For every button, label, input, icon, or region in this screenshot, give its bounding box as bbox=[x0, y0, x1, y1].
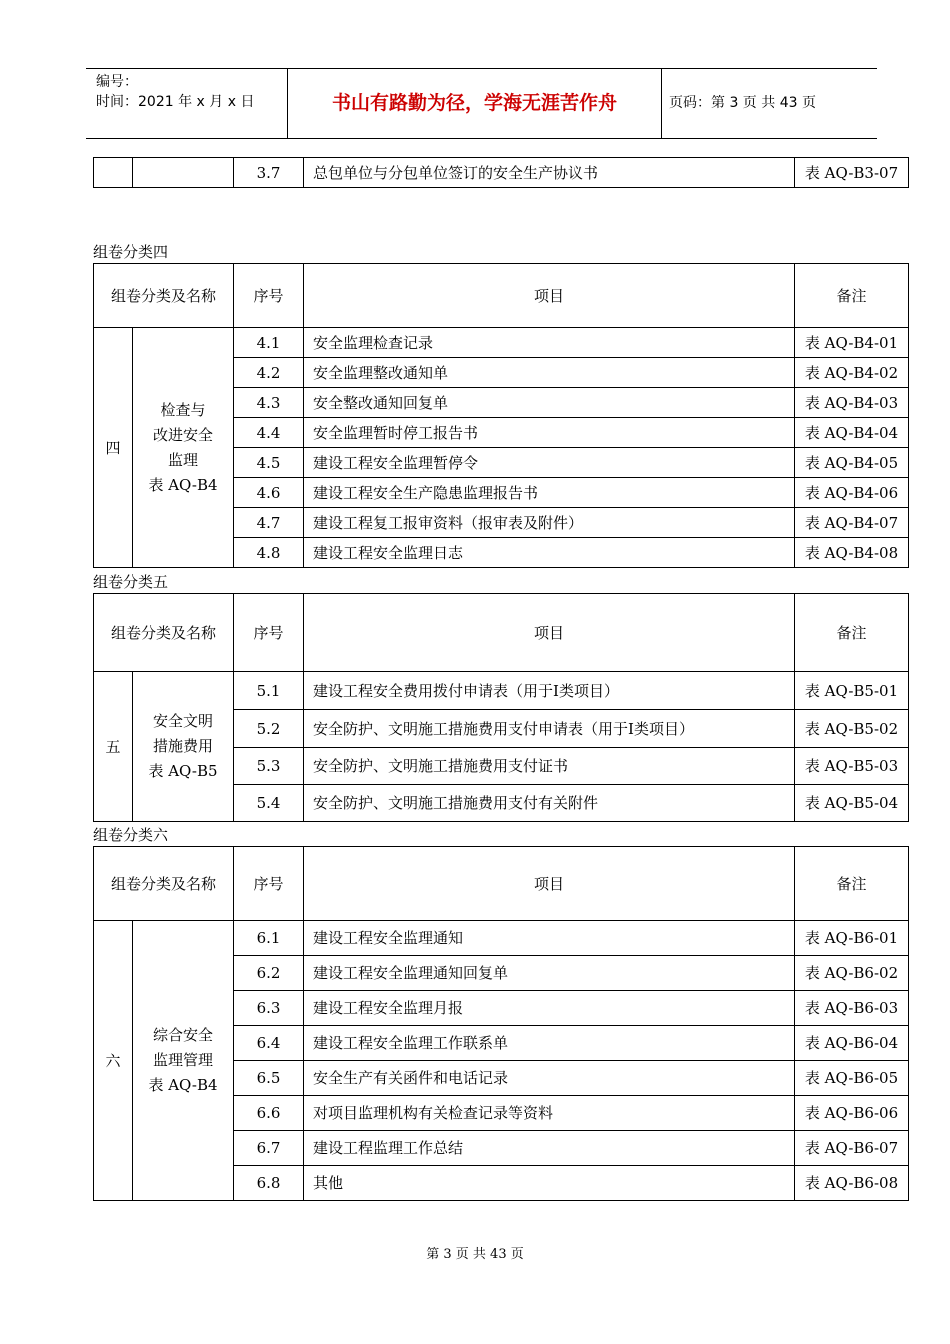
col-header-note: 备注 bbox=[795, 594, 909, 672]
note-cell: 表 AQ-B6-07 bbox=[795, 1131, 909, 1166]
category-name-line: 措施费用 bbox=[153, 737, 214, 755]
section-title: 组卷分类六 bbox=[93, 826, 169, 844]
seq-cell: 5.1 bbox=[234, 672, 304, 710]
seq-cell: 4.4 bbox=[234, 418, 304, 448]
table-row bbox=[94, 672, 909, 710]
table-row bbox=[94, 158, 909, 188]
col-header-item: 项目 bbox=[304, 264, 795, 328]
item-cell: 安全防护、文明施工措施费用支付有关附件 bbox=[304, 785, 795, 822]
category-name bbox=[133, 672, 234, 822]
note-cell: 表 AQ-B6-06 bbox=[795, 1096, 909, 1131]
item-cell: 建设工程安全监理月报 bbox=[304, 991, 795, 1026]
item-cell: 建设工程复工报审资料（报审表及附件） bbox=[304, 508, 795, 538]
item-cell: 安全防护、文明施工措施费用支付证书 bbox=[304, 748, 795, 785]
seq-cell: 4.7 bbox=[234, 508, 304, 538]
category-name-line: 改进安全 bbox=[153, 425, 214, 444]
header-motto: 书山有路勤为径，学海无涯苦作舟 bbox=[331, 92, 617, 114]
col-header-note: 备注 bbox=[795, 264, 909, 328]
col-header-seq: 序号 bbox=[234, 264, 304, 328]
item-cell: 安全监理检查记录 bbox=[304, 328, 795, 358]
item-cell: 建设工程安全监理暂停令 bbox=[304, 448, 795, 478]
col-header-seq: 序号 bbox=[234, 847, 304, 921]
note-cell: 表 AQ-B5-03 bbox=[795, 748, 909, 785]
item-cell: 建设工程监理工作总结 bbox=[304, 1131, 795, 1166]
seq-cell: 6.3 bbox=[234, 991, 304, 1026]
page-header bbox=[86, 68, 877, 139]
table-row bbox=[94, 921, 909, 956]
note-cell: 表 AQ-B3-07 bbox=[795, 158, 909, 188]
col-header-category: 组卷分类及名称 bbox=[94, 264, 234, 328]
note-cell: 表 AQ-B4-07 bbox=[795, 508, 909, 538]
category-name-line: 安全文明 bbox=[153, 712, 214, 730]
note-cell: 表 AQ-B4-04 bbox=[795, 418, 909, 448]
seq-cell: 6.1 bbox=[234, 921, 304, 956]
col-header-item: 项目 bbox=[304, 594, 795, 672]
category-numeral: 六 bbox=[94, 921, 133, 1201]
col-header-note: 备注 bbox=[795, 847, 909, 921]
category-name-line: 综合安全 bbox=[153, 1026, 214, 1044]
header-divider bbox=[661, 69, 662, 138]
category-name bbox=[133, 921, 234, 1201]
table-section-3 bbox=[93, 157, 909, 188]
note-cell: 表 AQ-B6-02 bbox=[795, 956, 909, 991]
note-cell: 表 AQ-B6-05 bbox=[795, 1061, 909, 1096]
note-cell: 表 AQ-B6-04 bbox=[795, 1026, 909, 1061]
category-name-line: 监理管理 bbox=[153, 1051, 214, 1069]
doc-number-label: 编号： bbox=[96, 74, 138, 90]
seq-cell: 6.6 bbox=[234, 1096, 304, 1131]
note-cell: 表 AQ-B4-01 bbox=[795, 328, 909, 358]
header-meta bbox=[96, 72, 254, 112]
note-cell: 表 AQ-B4-03 bbox=[795, 388, 909, 418]
item-cell: 总包单位与分包单位签订的安全生产协议书 bbox=[304, 158, 795, 188]
category-numeral: 五 bbox=[94, 672, 133, 822]
seq-cell: 3.7 bbox=[234, 158, 304, 188]
item-cell: 安全生产有关函件和电话记录 bbox=[304, 1061, 795, 1096]
table-row bbox=[94, 328, 909, 358]
page-footer: 第 3 页 共 43 页 bbox=[426, 1247, 524, 1262]
note-cell: 表 AQ-B5-01 bbox=[795, 672, 909, 710]
table-header-row bbox=[94, 594, 909, 672]
header-page-info: 页码：第 3 页 共 43 页 bbox=[669, 95, 816, 111]
item-cell: 建设工程安全费用拨付申请表（用于Ⅰ类项目） bbox=[304, 672, 795, 710]
item-cell: 其他 bbox=[304, 1166, 795, 1201]
item-cell: 建设工程安全监理通知回复单 bbox=[304, 956, 795, 991]
seq-cell: 5.3 bbox=[234, 748, 304, 785]
seq-cell: 4.3 bbox=[234, 388, 304, 418]
note-cell: 表 AQ-B6-01 bbox=[795, 921, 909, 956]
category-name-line: 表 AQ-B4 bbox=[148, 1076, 218, 1094]
table-section-5 bbox=[93, 593, 909, 822]
table-section-6 bbox=[93, 846, 909, 1201]
item-cell: 安全监理暂时停工报告书 bbox=[304, 418, 795, 448]
col-header-category: 组卷分类及名称 bbox=[94, 847, 234, 921]
category-numeral: 四 bbox=[94, 328, 133, 568]
seq-cell: 4.1 bbox=[234, 328, 304, 358]
seq-cell: 5.4 bbox=[234, 785, 304, 822]
item-cell: 建设工程安全监理日志 bbox=[304, 538, 795, 568]
empty-cell bbox=[133, 158, 234, 188]
seq-cell: 6.4 bbox=[234, 1026, 304, 1061]
category-name bbox=[133, 328, 234, 568]
seq-cell: 6.7 bbox=[234, 1131, 304, 1166]
item-cell: 建设工程安全生产隐患监理报告书 bbox=[304, 478, 795, 508]
note-cell: 表 AQ-B4-05 bbox=[795, 448, 909, 478]
note-cell: 表 AQ-B4-08 bbox=[795, 538, 909, 568]
note-cell: 表 AQ-B4-02 bbox=[795, 358, 909, 388]
item-cell: 安全监理整改通知单 bbox=[304, 358, 795, 388]
item-cell: 建设工程安全监理通知 bbox=[304, 921, 795, 956]
table-header-row bbox=[94, 847, 909, 921]
item-cell: 安全整改通知回复单 bbox=[304, 388, 795, 418]
category-name-line: 表 AQ-B5 bbox=[148, 762, 218, 780]
section-title: 组卷分类四 bbox=[93, 243, 169, 261]
seq-cell: 6.8 bbox=[234, 1166, 304, 1201]
note-cell: 表 AQ-B5-02 bbox=[795, 710, 909, 748]
seq-cell: 4.2 bbox=[234, 358, 304, 388]
seq-cell: 5.2 bbox=[234, 710, 304, 748]
seq-cell: 4.6 bbox=[234, 478, 304, 508]
table-section-4 bbox=[93, 263, 909, 568]
doc-time-label: 时间：2021 年 x 月 x 日 bbox=[96, 94, 255, 110]
category-name-line: 表 AQ-B4 bbox=[148, 475, 218, 494]
col-header-seq: 序号 bbox=[234, 594, 304, 672]
col-header-category: 组卷分类及名称 bbox=[94, 594, 234, 672]
item-cell: 建设工程安全监理工作联系单 bbox=[304, 1026, 795, 1061]
seq-cell: 6.2 bbox=[234, 956, 304, 991]
item-cell: 安全防护、文明施工措施费用支付申请表（用于Ⅰ类项目） bbox=[304, 710, 795, 748]
seq-cell: 4.5 bbox=[234, 448, 304, 478]
note-cell: 表 AQ-B4-06 bbox=[795, 478, 909, 508]
note-cell: 表 AQ-B6-08 bbox=[795, 1166, 909, 1201]
empty-cell bbox=[94, 158, 133, 188]
table-header-row bbox=[94, 264, 909, 328]
item-cell: 对项目监理机构有关检查记录等资料 bbox=[304, 1096, 795, 1131]
section-title: 组卷分类五 bbox=[93, 573, 169, 591]
note-cell: 表 AQ-B5-04 bbox=[795, 785, 909, 822]
col-header-item: 项目 bbox=[304, 847, 795, 921]
note-cell: 表 AQ-B6-03 bbox=[795, 991, 909, 1026]
category-name-line: 监理 bbox=[168, 450, 199, 469]
seq-cell: 4.8 bbox=[234, 538, 304, 568]
category-name-line: 检查与 bbox=[160, 400, 206, 419]
seq-cell: 6.5 bbox=[234, 1061, 304, 1096]
